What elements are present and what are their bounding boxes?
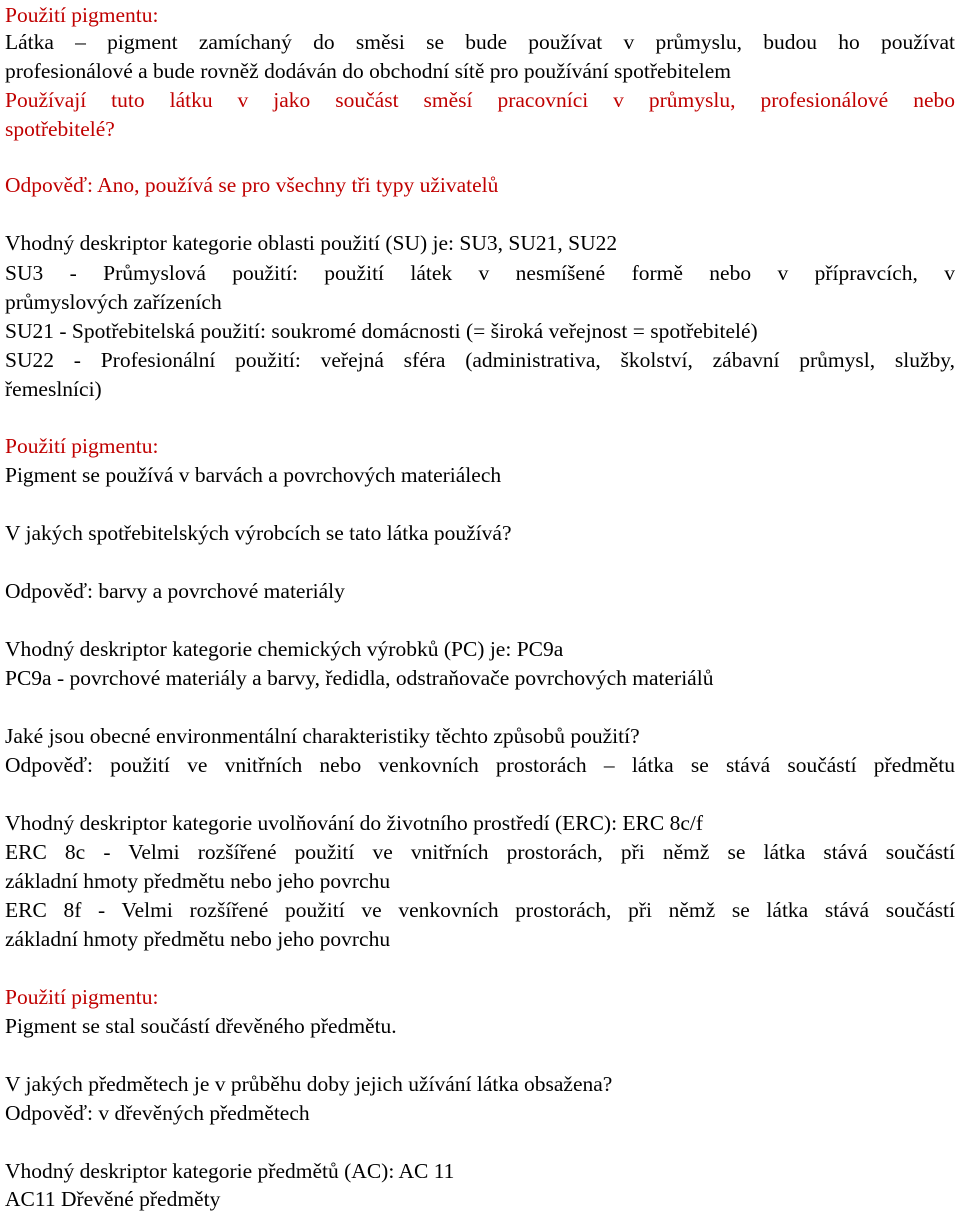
- descriptor-text: Vhodný deskriptor kategorie chemických výrobků (PC) je: PC9a: [5, 637, 564, 661]
- descriptor-item: SU22 - Profesionální použití: veřejná sféra (administrativa, školství, zábavní průmysl, služby,: [5, 348, 955, 372]
- section-description: Pigment se stal součástí dřevěného předmětu.: [5, 1014, 397, 1038]
- descriptor-item: základní hmoty předmětu nebo jeho povrchu: [5, 869, 391, 893]
- descriptor-item: PC9a - povrchové materiály a barvy, ředidla, odstraňovače povrchových materiálů: [5, 666, 714, 690]
- question-text: V jakých spotřebitelských výrobcích se tato látka používá?: [5, 521, 512, 545]
- answer-text: Odpověď: v dřevěných předmětech: [5, 1101, 310, 1125]
- descriptor-item: ERC 8f - Velmi rozšířené použití ve venkovních prostorách, při němž se látka stává součástí: [5, 898, 955, 922]
- descriptor-text: Vhodný deskriptor kategorie oblasti použití (SU) je: SU3, SU21, SU22: [5, 231, 618, 255]
- descriptor-item: AC11 Dřevěné předměty: [5, 1187, 221, 1211]
- answer-text: Odpověď: barvy a povrchové materiály: [5, 579, 345, 603]
- descriptor-item: základní hmoty předmětu nebo jeho povrchu: [5, 927, 391, 951]
- section-description: profesionálové a bude rovněž dodáván do obchodní sítě pro používání spotřebitelem: [5, 59, 732, 83]
- section-description: Látka – pigment zamíchaný do směsi se bude používat v průmyslu, budou ho používat: [5, 30, 955, 54]
- question-text: Jaké jsou obecné environmentální charakteristiky těchto způsobů použití?: [5, 724, 640, 748]
- question-text: V jakých předmětech je v průběhu doby jejich užívání látka obsažena?: [5, 1072, 613, 1096]
- question-text: Používají tuto látku v jako součást směsí pracovníci v průmyslu, profesionálové nebo: [5, 88, 955, 112]
- descriptor-text: Vhodný deskriptor kategorie předmětů (AC): AC 11: [5, 1159, 455, 1183]
- descriptor-item: SU21 - Spotřebitelská použití: soukromé domácnosti (= široká veřejnost = spotřebitelé): [5, 319, 758, 343]
- descriptor-item: ERC 8c - Velmi rozšířené použití ve vnitřních prostorách, při němž se látka stává součástí: [5, 840, 955, 864]
- answer-text: Odpověď: Ano, používá se pro všechny tři typy uživatelů: [5, 173, 499, 197]
- section-heading: Použití pigmentu:: [5, 3, 159, 27]
- answer-text: Odpověď: použití ve vnitřních nebo venkovních prostorách – látka se stává součástí předmětu: [5, 753, 955, 777]
- descriptor-item: řemeslníci): [5, 377, 102, 401]
- section-description: Pigment se používá v barvách a povrchových materiálech: [5, 463, 502, 487]
- descriptor-item: SU3 - Průmyslová použití: použití látek v nesmíšené formě nebo v přípravcích, v: [5, 261, 955, 285]
- descriptor-item: průmyslových zařízeních: [5, 290, 222, 314]
- question-text: spotřebitelé?: [5, 117, 115, 141]
- descriptor-text: Vhodný deskriptor kategorie uvolňování do životního prostředí (ERC): ERC 8c/f: [5, 811, 704, 835]
- section-heading: Použití pigmentu:: [5, 434, 159, 458]
- section-heading: Použití pigmentu:: [5, 985, 159, 1009]
